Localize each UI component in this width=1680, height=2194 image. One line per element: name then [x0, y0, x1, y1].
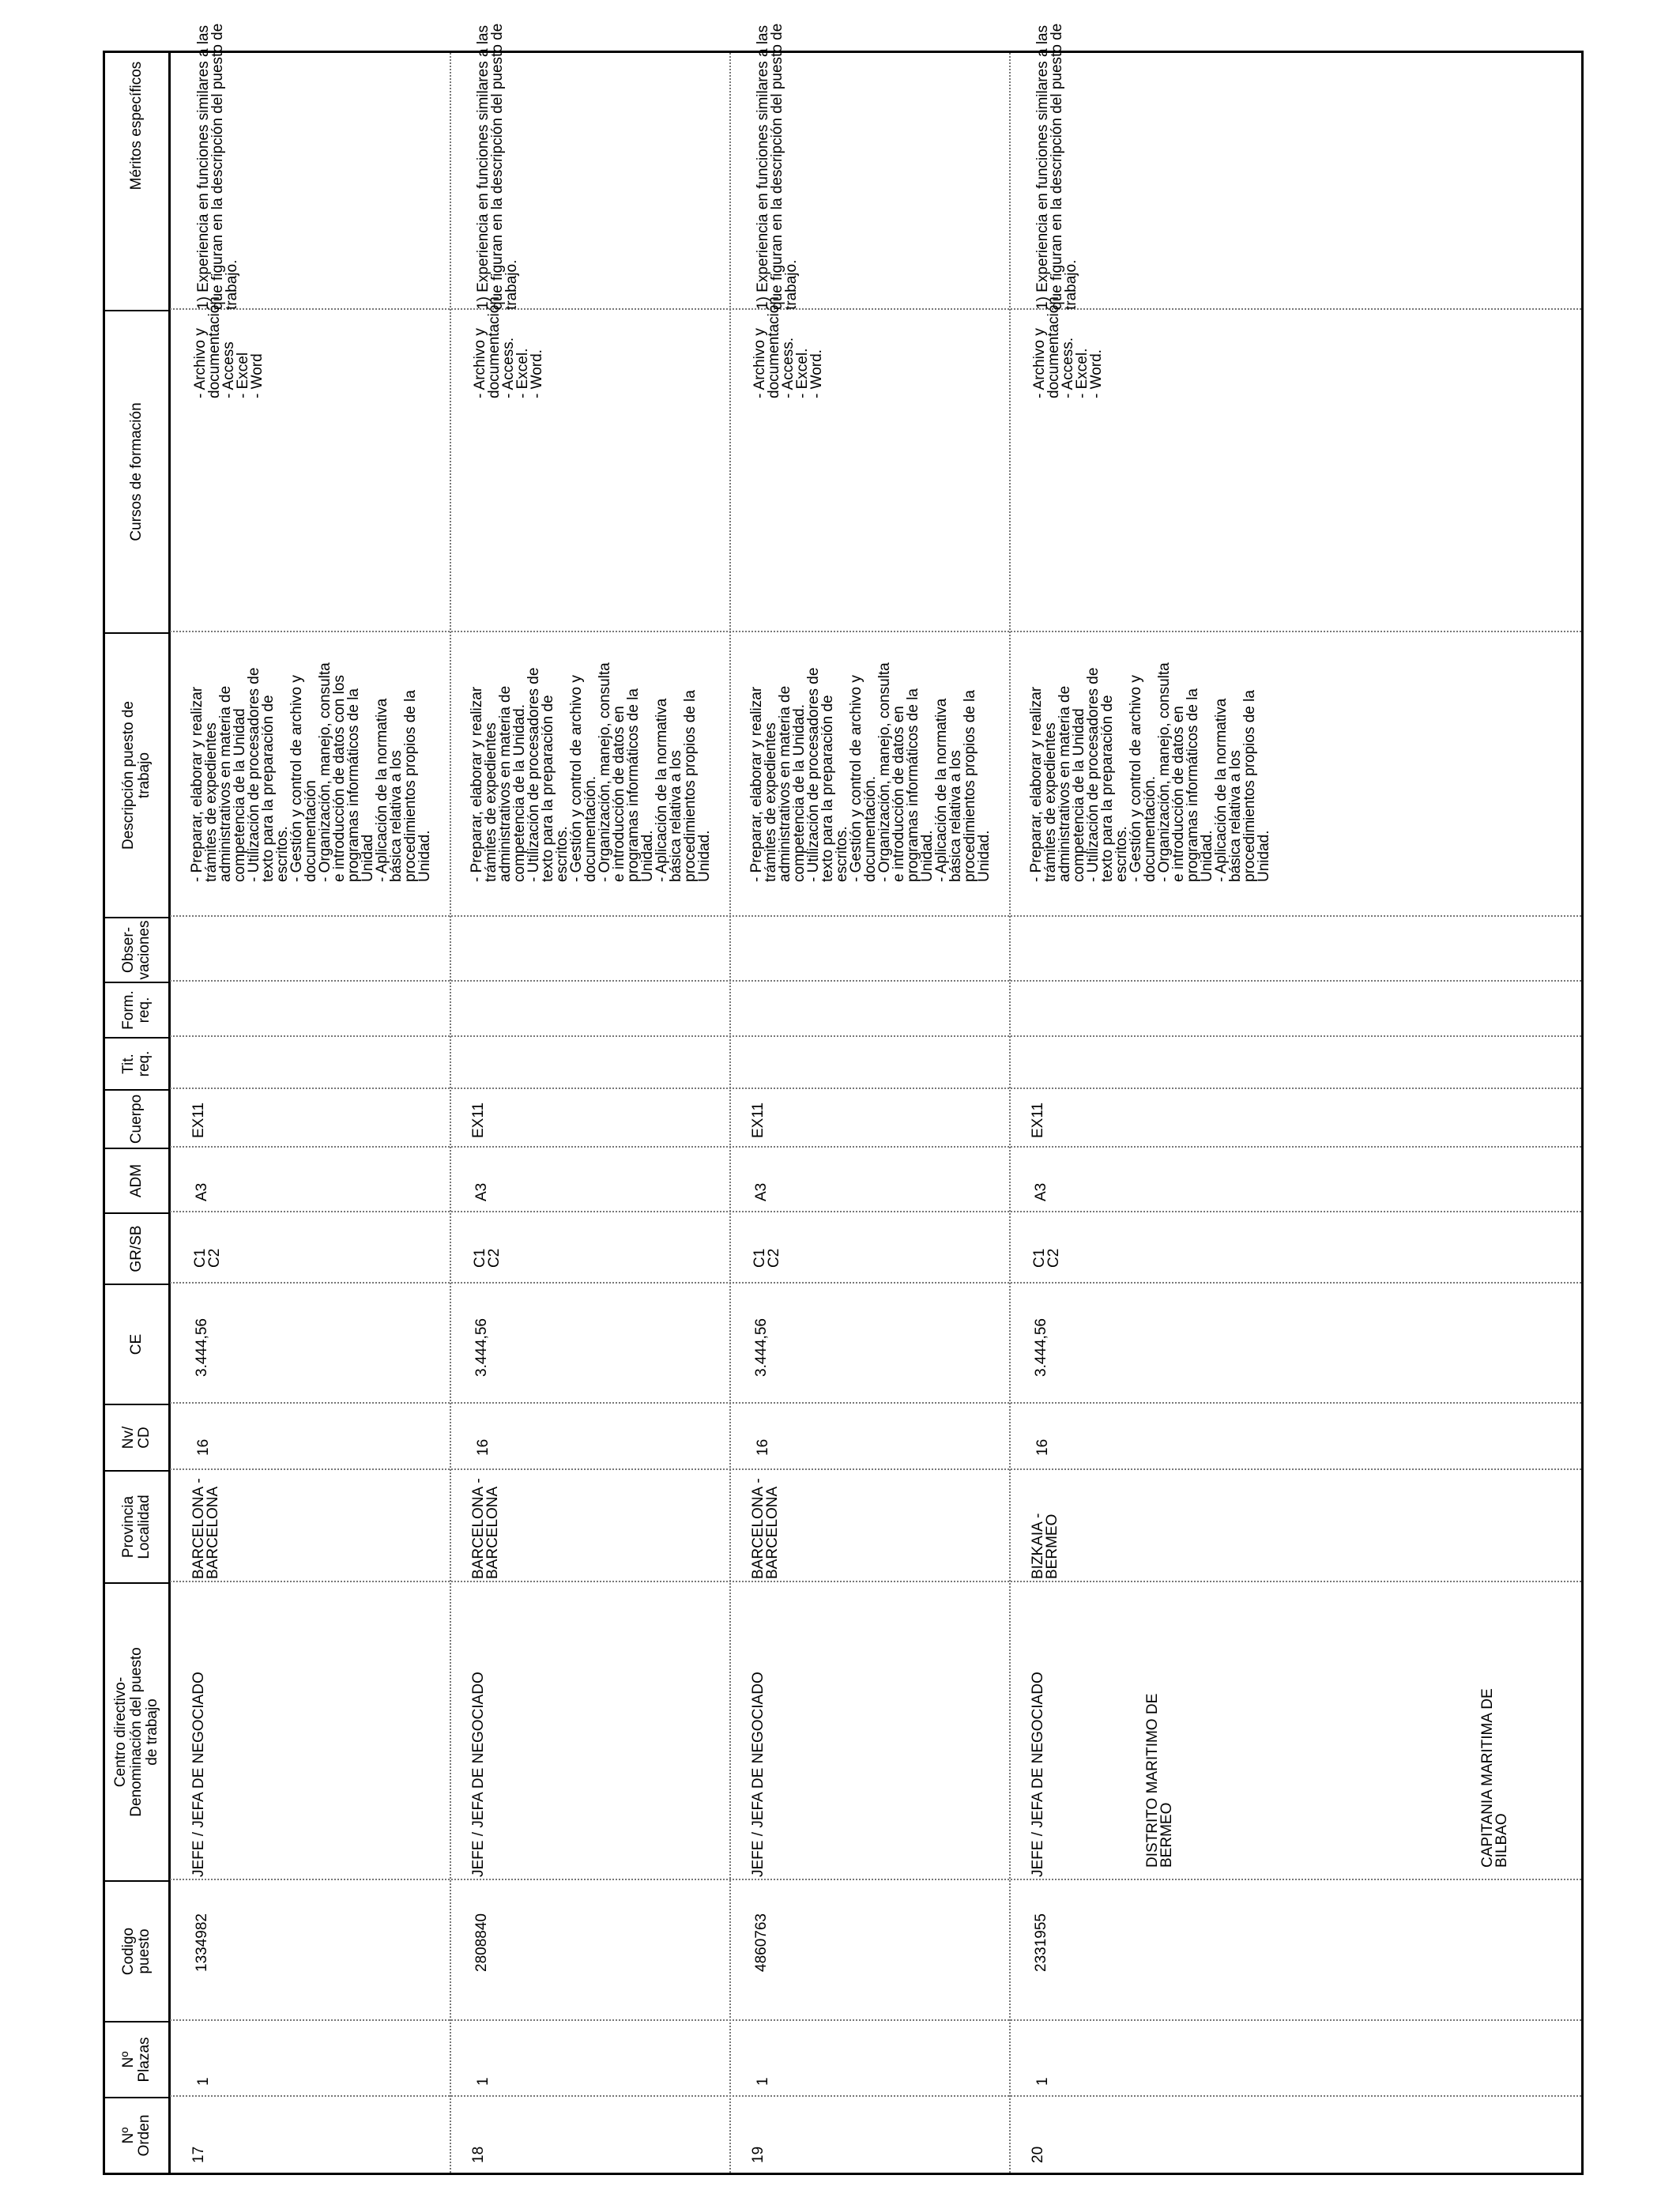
row-20-provincia: BIZKAIA - BERMEO	[1030, 1513, 1060, 1579]
row-20-centro: JEFE / JEFA DE NEGOCIADO	[1030, 1672, 1046, 1877]
column-header-descripcion: Descripción puesto de trabajo	[105, 632, 168, 917]
column-header-observaciones: Obser- vaciones	[105, 917, 168, 982]
row-19-codigo: 4860763	[753, 1913, 770, 1972]
row-19-nivel: 16	[755, 1438, 771, 1456]
column-divider	[170, 1402, 1581, 1404]
column-header-formacion: Form. req.	[105, 982, 168, 1037]
column-divider	[170, 1879, 1581, 1880]
vacancy-table	[103, 23, 1584, 2175]
column-divider	[170, 980, 1581, 982]
column-header-plazas: Nº Plazas	[105, 2021, 168, 2097]
row-18-provincia: BARCELONA - BARCELONA	[470, 1478, 501, 1579]
column-header-cuerpo: Cuerpo	[105, 1089, 168, 1148]
column-divider	[170, 308, 1581, 310]
row-20-descripcion: - Preparar, elaborar y realizar trámites de expedientes administrativos en materia de competencia de la Unidad - Utilización de procesadores de texto para la preparación de escritos. - Gestión y control de archivo y documentación. - Organización, manejo, consulta e introducción de datos en programas informáticos de la Unidad. - Aplicación de la normativa básica relativa a los procedimientos propios de la Unidad.	[1028, 662, 1272, 882]
column-divider	[170, 1468, 1581, 1470]
row-18-grupo: C1 C2	[472, 1248, 503, 1268]
column-header-grupo: GR/SB	[105, 1212, 168, 1284]
column-header-adm: ADM	[105, 1148, 168, 1212]
column-divider	[170, 2095, 1581, 2097]
row-17-meritos: 1) Experiencia en funciones similares a las que figuran en la descripción del puesto de trabajo.	[195, 23, 240, 310]
row-20-orden: 20	[1030, 2146, 1046, 2163]
row-17-nivel: 16	[195, 1438, 212, 1456]
column-divider	[170, 1581, 1581, 1582]
row-20-adm: A3	[1033, 1182, 1049, 1201]
column-header-nivel: Nv/ CD	[105, 1404, 168, 1470]
row-18-meritos: 1) Experiencia en funciones similares a las que figuran en la descripción del puesto de trabajo.	[475, 23, 520, 310]
column-header-ce: CE	[105, 1284, 168, 1404]
column-divider	[170, 1211, 1581, 1212]
column-header-provincia: Provincia Localidad	[105, 1470, 168, 1582]
column-divider	[170, 1088, 1581, 1089]
row-17-descripcion: - Preparar, elaborar y realizar trámites de expedientes administrativos en materia de competencia de la Unidad - Utilización de procesadores de texto para la preparación de escritos. - Gestión y control de archivo y documentación - Organización, manejo, consulta e introducción de datos con los programas informáticos de la Unidad - Aplicación de la normativa básica relativa a los procedimientos propios de la Unidad.	[189, 662, 433, 882]
row-divider	[1009, 53, 1011, 2173]
row-17-grupo: C1 C2	[192, 1248, 223, 1268]
column-divider	[170, 631, 1581, 632]
row-18-nivel: 16	[475, 1438, 492, 1456]
row-17-codigo: 1334982	[194, 1913, 210, 1972]
row-18-plazas: 1	[475, 2077, 492, 2086]
row-20-cursos: - Archivo y documentación - Access. - Excel. - Word.	[1031, 296, 1105, 398]
header-divider	[168, 53, 171, 2173]
row-18-centro: JEFE / JEFA DE NEGOCIADO	[470, 1672, 487, 1877]
column-header-titulacion: Tit. req.	[105, 1037, 168, 1089]
column-divider	[170, 1035, 1581, 1037]
row-19-plazas: 1	[755, 2077, 771, 2086]
row-19-cuerpo: EX11	[750, 1102, 767, 1138]
column-divider	[170, 1146, 1581, 1148]
row-18-codigo: 2808840	[473, 1913, 490, 1972]
column-divider	[170, 1282, 1581, 1284]
row-18-cursos: - Archivo y documentación - Access. - Excel. - Word.	[472, 296, 545, 398]
row-19-ce: 3.444,56	[753, 1318, 770, 1377]
row-19-orden: 19	[750, 2146, 767, 2163]
row-18-orden: 18	[470, 2146, 487, 2163]
column-header-centro: Centro directivo- Denominación del puesto de trabajo	[105, 1582, 168, 1880]
row-19-cursos: - Archivo y documentación - Access. - Excel. - Word.	[751, 296, 825, 398]
row-20-codigo: 2331955	[1033, 1913, 1049, 1972]
row-divider	[729, 53, 731, 2173]
row-17-cursos: - Archivo y documentación - Access - Excel - Word	[192, 296, 266, 398]
group-label-distrito: DISTRITO MARITIMO DE BERMEO	[1144, 1693, 1175, 1868]
group-label-capitania: CAPITANIA MARITIMA DE BILBAO	[1479, 1688, 1510, 1868]
row-17-orden: 17	[190, 2146, 207, 2163]
row-20-meritos: 1) Experiencia en funciones similares a las que figuran en la descripción del puesto de trabajo.	[1034, 23, 1079, 310]
column-divider	[170, 2019, 1581, 2021]
row-18-descripcion: - Preparar, elaborar y realizar trámites de expedientes administrativos en materia de competencia de la Unidad. - Utilización de procesadores de texto para la preparación de escritos. - Gestión y control de archivo y documentación. - Organización, manejo, consulta e introducción de datos en programas informáticos de la Unidad. - Aplicación de la normativa básica relativa a los procedimientos propios de la Unidad.	[469, 662, 713, 882]
row-20-nivel: 16	[1034, 1438, 1051, 1456]
row-17-plazas: 1	[195, 2077, 212, 2086]
row-20-grupo: C1 C2	[1031, 1248, 1062, 1268]
column-header-meritos: Méritos específicos	[105, 0, 168, 310]
row-19-centro: JEFE / JEFA DE NEGOCIADO	[750, 1672, 767, 1877]
row-17-centro: JEFE / JEFA DE NEGOCIADO	[190, 1672, 207, 1877]
row-17-provincia: BARCELONA - BARCELONA	[190, 1478, 221, 1579]
column-header-cursos: Cursos de formación	[105, 310, 168, 632]
column-header-orden: Nº Orden	[105, 2097, 168, 2173]
row-17-cuerpo: EX11	[190, 1102, 207, 1138]
row-18-cuerpo: EX11	[470, 1102, 487, 1138]
row-19-descripcion: - Preparar, elaborar y realizar trámites de expedientes administrativos en materia de competencia de la Unidad. - Utilización de procesadores de texto para la preparación de escritos. - Gestión y control de archivo y documentación. - Organización, manejo, consulta e introducción de datos en programas informáticos de la Unidad. - Aplicación de la normativa básica relativa a los procedimientos propios de la Unidad.	[748, 662, 993, 882]
row-19-provincia: BARCELONA - BARCELONA	[750, 1478, 781, 1579]
row-20-plazas: 1	[1034, 2077, 1051, 2086]
row-18-ce: 3.444,56	[473, 1318, 490, 1377]
column-divider	[170, 915, 1581, 917]
row-19-grupo: C1 C2	[751, 1248, 782, 1268]
row-20-cuerpo: EX11	[1030, 1102, 1046, 1138]
row-19-adm: A3	[753, 1182, 770, 1201]
row-17-adm: A3	[194, 1182, 210, 1201]
row-divider	[450, 53, 451, 2173]
row-18-adm: A3	[473, 1182, 490, 1201]
column-header-codigo: Codigo puesto	[105, 1880, 168, 2021]
row-17-ce: 3.444,56	[194, 1318, 210, 1377]
row-20-ce: 3.444,56	[1033, 1318, 1049, 1377]
row-19-meritos: 1) Experiencia en funciones similares a las que figuran en la descripción del puesto de trabajo.	[755, 23, 800, 310]
